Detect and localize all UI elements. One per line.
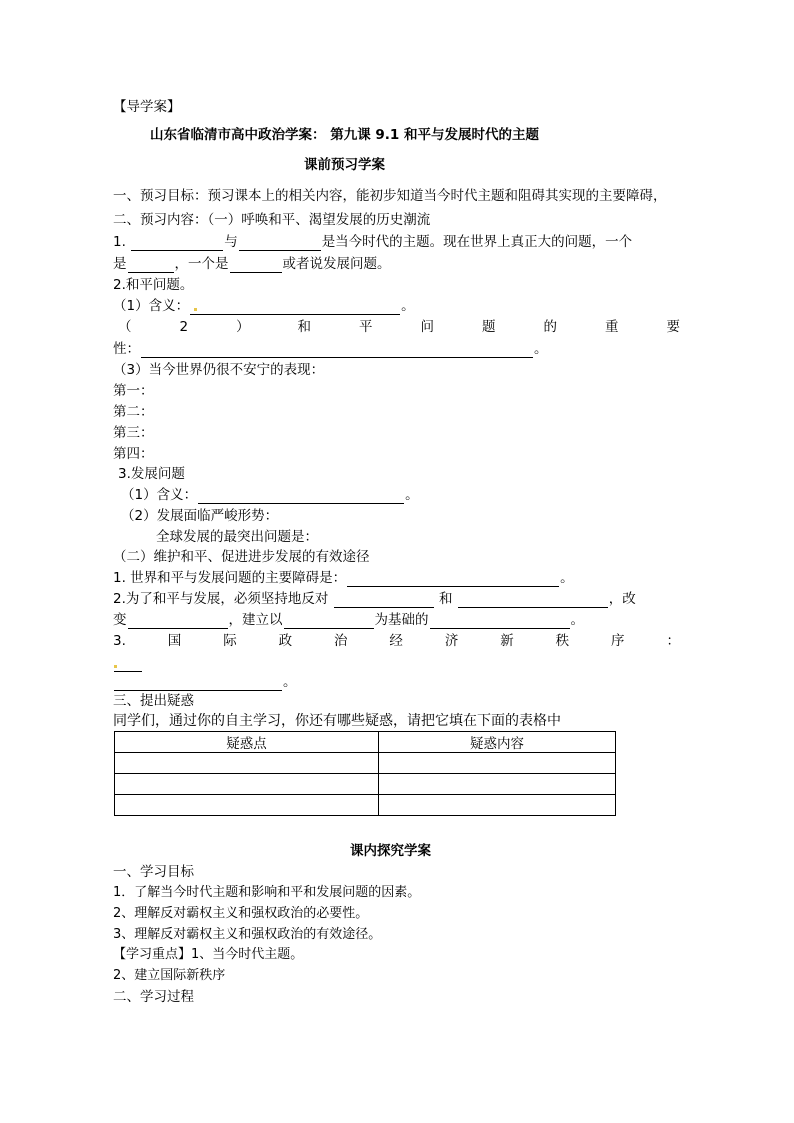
question-1: 1. 与 是当今时代的主题。现在世界上真正大的问题，一个 [113, 234, 633, 250]
table-cell[interactable] [115, 774, 379, 795]
blank-field[interactable] [458, 593, 608, 608]
doubt-title: 三、提出疑惑 [113, 693, 194, 709]
question-2-3: （3）当今世界仍很不安宁的表现： [113, 362, 325, 378]
question-2-2-cont: 性： 。 [113, 341, 548, 357]
page-title: 山东省临清市高中政治学案： 第九课 9.1 和平与发展时代的主题 [150, 127, 540, 143]
blank-field[interactable] [334, 593, 434, 608]
focus-1: 【学习重点】1、当今时代主题。 [113, 947, 304, 962]
table-cell[interactable] [379, 753, 616, 774]
blank-field[interactable] [141, 343, 533, 358]
doubt-table [114, 731, 616, 816]
section-title-explore: 课内探究学案 [350, 843, 431, 859]
path-3: 3. 国 际 政 治 经 济 新 秩 序 ： [113, 633, 680, 649]
table-header-row [115, 732, 616, 753]
table-cell[interactable] [115, 795, 379, 816]
header-tag: 【导学案】 [113, 99, 181, 115]
preview-goal: 一、预习目标：预习课本上的相关内容，能初步知道当今时代主题和阻碍其实现的主要障碍， [113, 188, 667, 204]
blank-field[interactable] [347, 572, 559, 587]
goal-2: 2、理解反对霸权主义和强权政治的必要性。 [113, 906, 369, 921]
question-3-1: （1）含义： 。 [121, 487, 419, 503]
goal-1: 1．了解当今时代主题和影响和平和发展问题的因素。 [113, 885, 421, 900]
focus-2: 2、建立国际新秩序 [113, 968, 226, 983]
goal-3: 3、理解反对霸权主义和强权政治的有效途径。 [113, 927, 382, 942]
item-first: 第一： [113, 383, 154, 399]
blank-field[interactable] [198, 489, 404, 504]
marker-icon [194, 308, 197, 311]
question-2: 2.和平问题。 [113, 277, 194, 293]
question-2-1: （1）含义： 。 [113, 298, 415, 314]
blank-field[interactable] [131, 236, 223, 251]
blank-field[interactable] [284, 614, 374, 629]
question-2-2: （ 2 ） 和 平 问 题 的 重 要 [118, 319, 680, 335]
subsection-2: （二）维护和平、促进进步发展的有效途径 [113, 549, 370, 565]
table-row [115, 753, 616, 774]
table-cell[interactable] [115, 753, 379, 774]
blank-field[interactable] [114, 676, 282, 691]
path-2: 2.为了和平与发展，必须坚持地反对 和 ，改 [113, 591, 636, 607]
blank-field[interactable] [430, 614, 570, 629]
path-3-blank-b: 。 [113, 673, 297, 691]
marker-icon [114, 665, 117, 668]
table-header: 疑惑点 [115, 732, 379, 753]
item-third: 第三： [113, 425, 154, 441]
item-fourth: 第四： [113, 446, 154, 462]
path-2-cont: 变 ，建立以 为基础的 。 [113, 612, 584, 628]
blank-field[interactable] [230, 258, 282, 273]
blank-field[interactable] [239, 236, 321, 251]
table-row [115, 774, 616, 795]
path-1: 1. 世界和平与发展问题的主要障碍是： 。 [113, 570, 574, 586]
blank-field[interactable] [190, 300, 400, 315]
path-3-blank-a [113, 654, 143, 672]
blank-field[interactable] [128, 614, 228, 629]
goal-title: 一、学习目标 [113, 864, 194, 880]
table-cell[interactable] [379, 774, 616, 795]
question-3-2: （2）发展面临严峻形势： [121, 508, 279, 524]
table-row [115, 795, 616, 816]
doubt-instruction: 同学们，通过你的自主学习，你还有哪些疑惑，请把它填在下面的表格中 [113, 713, 561, 729]
question-1-cont: 是 ，一个是 或者说发展问题。 [113, 256, 391, 272]
process-title: 二、学习过程 [113, 989, 194, 1005]
table-header: 疑惑内容 [379, 732, 616, 753]
table-cell[interactable] [379, 795, 616, 816]
blank-field[interactable] [114, 657, 142, 672]
question-3-2b: 全球发展的最突出问题是： [156, 529, 318, 545]
item-second: 第二： [113, 404, 154, 420]
blank-field[interactable] [128, 258, 174, 273]
section-title-preview: 课前预习学案 [304, 157, 385, 173]
question-3: 3.发展问题 [118, 466, 185, 482]
preview-content: 二、预习内容：（一）呼唤和平、渴望发展的历史潮流 [113, 212, 431, 228]
